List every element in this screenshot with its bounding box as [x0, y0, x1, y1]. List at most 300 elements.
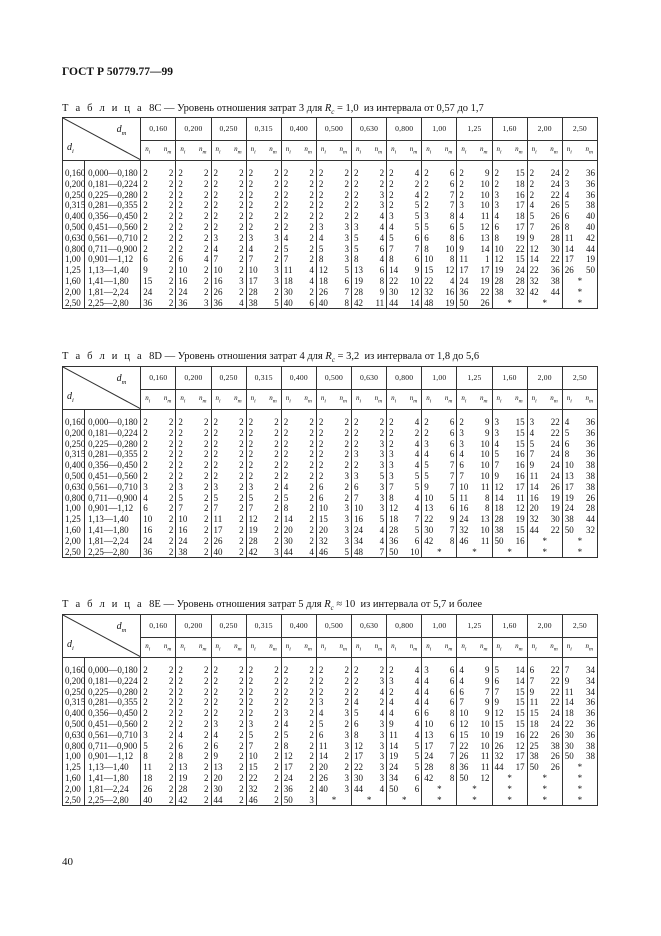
- table-cell: 38 15: [494, 524, 525, 535]
- table-cell: 2 9: [459, 168, 490, 178]
- table-cell: 2 2: [213, 427, 244, 438]
- table-cell: 6 22: [529, 665, 560, 675]
- table-cell: 2 2: [178, 178, 209, 189]
- table-cell: 3 16: [494, 189, 525, 200]
- column-subheader: $n_i$ $n_т$: [246, 637, 281, 657]
- table-cell: 2 2: [178, 449, 209, 460]
- d-value: 0,400: [65, 708, 86, 719]
- table-cell: 2 10: [459, 189, 490, 200]
- table-cell: 3 15: [494, 417, 525, 427]
- table-cell: 2 2: [283, 189, 314, 200]
- table-cell: 2 2: [389, 427, 420, 438]
- table-cell: 38 5: [248, 297, 279, 308]
- d-value: 0,315: [65, 697, 86, 708]
- table-cell: 32 38: [529, 275, 560, 286]
- table-cell: 2 24: [529, 168, 560, 178]
- table-cell: *: [331, 794, 337, 805]
- table-cell: 2 2: [248, 211, 279, 222]
- table-cell: *: [472, 546, 477, 557]
- table-cell: 4 6: [424, 686, 455, 697]
- range-value: 0,356—0,450: [88, 211, 138, 222]
- range-value: 0,000—0,180: [88, 168, 138, 178]
- corner-label-dt: $d_т$: [116, 124, 127, 137]
- column-subheader: $n_i$ $n_т$: [562, 637, 597, 657]
- table-cell: 32 2: [248, 783, 279, 794]
- table-cell: 2 2: [248, 460, 279, 471]
- table-cell: 11 8: [459, 492, 490, 503]
- table-cell: *: [577, 275, 583, 286]
- table-cell: 26 11: [459, 751, 490, 762]
- table-cell: 5 36: [564, 427, 595, 438]
- table-cell: 5 2: [178, 492, 209, 503]
- corner-cell: [63, 367, 141, 410]
- column-header: 0,400: [281, 367, 316, 390]
- table-cell: 6 2: [178, 740, 209, 751]
- table-cell: 2 2: [178, 718, 209, 729]
- table-cell: 7 24: [529, 449, 560, 460]
- table-cell: 44 4: [354, 783, 385, 794]
- table-cell: 2 2: [143, 200, 174, 211]
- table-cell: 5 7: [424, 460, 455, 471]
- d-value: 2,00: [65, 286, 81, 297]
- range-value: 0,225—0,280: [88, 189, 138, 200]
- table-cell: 16 3: [213, 275, 244, 286]
- column-subheader: $n_i$ $n_т$: [422, 140, 457, 160]
- table-cell: 2 2: [318, 449, 350, 460]
- table-cell: 3 4: [389, 460, 420, 471]
- table-cell: 2 2: [318, 427, 350, 438]
- table-cell: 2 2: [213, 200, 244, 211]
- range-value: 2,25—2,80: [88, 297, 129, 308]
- table-cell: 4 11: [459, 211, 490, 222]
- range-value: 1,81—2,24: [88, 535, 129, 546]
- table-cell: 2 2: [178, 460, 209, 471]
- d-value: 0,250: [65, 686, 86, 697]
- table-cell: 3 3: [248, 232, 279, 243]
- table-cell: 3 36: [564, 178, 595, 189]
- table-cell: 48 19: [424, 297, 455, 308]
- table-cell: 2 2: [213, 417, 244, 427]
- table-cell: 5 24: [529, 438, 560, 449]
- ranges-column: [85, 658, 141, 806]
- table-cell: 2 2: [213, 449, 244, 460]
- value-column: [422, 658, 457, 806]
- table-cell: 4 36: [564, 417, 595, 427]
- table-cell: 4 18: [494, 211, 525, 222]
- table-cell: 9 2: [213, 751, 244, 762]
- value-column: [492, 410, 527, 558]
- table-cell: 2 2: [143, 211, 174, 222]
- table-cell: 3 2: [248, 481, 279, 492]
- table-cell: 3 2: [213, 232, 244, 243]
- table-cell: 2 2: [178, 417, 209, 427]
- range-value: 0,451—0,560: [88, 221, 138, 232]
- d-value: 0,400: [65, 211, 86, 222]
- table-cell: 8 19: [494, 232, 525, 243]
- table-cell: 32 30: [529, 514, 560, 525]
- table-cell: 17 19: [564, 254, 595, 265]
- table-cell: 2 2: [178, 665, 209, 675]
- table-cell: 19 8: [354, 275, 385, 286]
- d-value: 0,630: [65, 729, 86, 740]
- table-cell: 42 2: [178, 794, 209, 805]
- table-cell: 30 2: [283, 286, 314, 297]
- column-header: 0,800: [387, 367, 422, 390]
- column-subheader: $n_i$ $n_т$: [352, 637, 387, 657]
- table-cell: 7 3: [354, 492, 385, 503]
- table-cell: 10 2: [178, 514, 209, 525]
- table-cell: 2 2: [213, 189, 244, 200]
- d-value: 2,00: [65, 535, 81, 546]
- table-cell: 26 50: [564, 265, 595, 276]
- table-cell: 9 28: [529, 232, 560, 243]
- table-cell: 2 2: [178, 675, 209, 686]
- table-cell: 42 8: [424, 772, 455, 783]
- table-cell: 28 2: [178, 783, 209, 794]
- table-cell: 6 40: [564, 211, 595, 222]
- table-cell: 15 3: [318, 514, 350, 525]
- table-cell: 2 2: [143, 449, 174, 460]
- table-cell: 6 13: [459, 232, 490, 243]
- table-cell: 7 7: [389, 243, 420, 254]
- range-value: 0,451—0,560: [88, 470, 138, 481]
- d-value: 1,60: [65, 275, 81, 286]
- table-cell: 26 2: [213, 286, 244, 297]
- range-value: 1,13—1,40: [88, 762, 129, 773]
- table-cell: 11 1: [459, 254, 490, 265]
- column-header: 2,00: [527, 367, 562, 390]
- ranges-column: [85, 161, 141, 309]
- table-cell: 24 2: [178, 535, 209, 546]
- table-caption-8c: Т а б л и ц а 8C — Уровень отношения затрат 3 для $R_c = 1,0$ из интервала от 0,57 до 1,7: [62, 103, 484, 117]
- table-cell: 2 2: [283, 675, 314, 686]
- table-cell: *: [507, 772, 512, 783]
- table-cell: 13 38: [564, 470, 595, 481]
- table-cell: 2 2: [143, 697, 174, 708]
- table-cell: 2 2: [143, 686, 174, 697]
- table-cell: 2 3: [354, 675, 385, 686]
- range-value: 0,711—0,900: [88, 740, 138, 751]
- table-cell: 2 2: [213, 675, 244, 686]
- value-column: [492, 161, 527, 309]
- table-cell: 2 4: [389, 417, 420, 427]
- table-cell: 2 9: [459, 417, 490, 427]
- table-cell: 22 10: [459, 740, 490, 751]
- value-column: [387, 410, 422, 558]
- table-cell: 3 15: [494, 427, 525, 438]
- column-header: 1,25: [457, 118, 492, 141]
- table-cell: 44 17: [494, 762, 525, 773]
- table-cell: 26 7: [318, 286, 350, 297]
- value-column: [246, 658, 281, 806]
- table-cell: 3 3: [318, 221, 350, 232]
- table-cell: 2 2: [318, 438, 350, 449]
- header-row: [63, 118, 598, 141]
- table-cell: 15 2: [248, 762, 279, 773]
- table-cell: 36 6: [389, 535, 420, 546]
- table-cell: 7 26: [529, 221, 560, 232]
- range-value: 1,81—2,24: [88, 286, 129, 297]
- range-value: 1,41—1,80: [88, 524, 129, 535]
- range-value: 0,000—0,180: [88, 417, 138, 427]
- column-header: 1,60: [492, 367, 527, 390]
- table-cell: 4 6: [424, 449, 455, 460]
- table-cell: *: [542, 772, 547, 783]
- table-cell: 5 2: [213, 492, 244, 503]
- d-values-column: [63, 410, 85, 558]
- table-cell: 17 2: [213, 524, 244, 535]
- table-cell: 2 2: [354, 417, 385, 427]
- d-value: 0,200: [65, 675, 86, 686]
- column-subheader: $n_i$ $n_т$: [562, 140, 597, 160]
- table-cell: 26 12: [494, 740, 525, 751]
- d-value: 1,25: [65, 514, 81, 525]
- table-cell: 48 7: [354, 546, 385, 557]
- table-cell: 3 4: [389, 675, 420, 686]
- table-cell: 9 24: [529, 460, 560, 471]
- table-body-row: [63, 161, 598, 309]
- table-cell: 4 2: [283, 718, 314, 729]
- column-header: 0,160: [141, 615, 176, 638]
- table-cell: 2 2: [283, 417, 314, 427]
- table-cell: 7 2: [248, 254, 279, 265]
- range-value: 1,81—2,24: [88, 783, 129, 794]
- range-value: 1,13—1,40: [88, 514, 129, 525]
- table-cell: 13 2: [213, 762, 244, 773]
- value-column: [527, 658, 562, 806]
- table-cell: 26 2: [213, 535, 244, 546]
- corner-label-di: $d_i$: [67, 391, 74, 404]
- d-values-column: [63, 658, 85, 806]
- table-cell: 50 6: [389, 783, 420, 794]
- table-cell: 2 2: [283, 438, 314, 449]
- table-cell: 2 5: [389, 200, 420, 211]
- value-column: [352, 410, 387, 558]
- table-cell: 2 2: [283, 460, 314, 471]
- table-cell: 12 5: [318, 265, 350, 276]
- value-column: [387, 161, 422, 309]
- table-cell: 5 6: [389, 232, 420, 243]
- table-cell: 3 6: [424, 438, 455, 449]
- range-value: 0,901—1,12: [88, 254, 134, 265]
- corner-label-dt: $d_т$: [116, 621, 127, 634]
- column-subheader: $n_i$ $n_т$: [176, 140, 211, 160]
- table-cell: 2 2: [213, 460, 244, 471]
- table-cell: 32 3: [318, 535, 350, 546]
- table-cell: *: [577, 535, 583, 546]
- table-cell: 44 14: [389, 297, 420, 308]
- d-value: 0,315: [65, 200, 86, 211]
- table-cell: 2 4: [354, 211, 385, 222]
- d-value: 1,00: [65, 503, 81, 514]
- table-cell: 10 11: [459, 481, 490, 492]
- table-cell: 10 5: [424, 492, 455, 503]
- table-cell: 44 2: [213, 794, 244, 805]
- d-value: 0,160: [65, 168, 86, 178]
- table-cell: 9 34: [564, 675, 595, 686]
- table-cell: 50 3: [283, 794, 314, 805]
- d-value: 2,50: [65, 794, 81, 805]
- table-cell: 11 4: [389, 729, 420, 740]
- value-column: [141, 658, 176, 806]
- table-cell: *: [577, 783, 583, 794]
- column-header: 0,250: [211, 118, 246, 141]
- d-value: 0,630: [65, 481, 86, 492]
- table-cell: *: [577, 762, 583, 773]
- table-cell: 6 17: [494, 221, 525, 232]
- column-header: 0,500: [316, 118, 351, 141]
- table-cell: 2 2: [318, 675, 350, 686]
- value-column: [352, 658, 387, 806]
- table-cell: 4 9: [459, 675, 490, 686]
- table-cell: 30 2: [283, 535, 314, 546]
- column-header: 1,00: [422, 615, 457, 638]
- table-cell: 12 2: [248, 514, 279, 525]
- corner-diagonal: [63, 367, 140, 409]
- range-value: 1,41—1,80: [88, 772, 129, 783]
- table-cell: 3 4: [389, 449, 420, 460]
- column-header: 0,500: [316, 615, 351, 638]
- table-cell: 20 2: [318, 762, 350, 773]
- table-cell: 2 2: [248, 189, 279, 200]
- table-cell: *: [542, 794, 547, 805]
- column-subheader: $n_i$ $n_т$: [492, 389, 527, 409]
- table-cell: 9 15: [494, 697, 525, 708]
- table-cell: 8 6: [389, 254, 420, 265]
- column-subheader: $n_i$ $n_т$: [457, 637, 492, 657]
- column-header: 0,200: [176, 615, 211, 638]
- column-subheader: $n_i$ $n_т$: [316, 140, 351, 160]
- value-column: [141, 410, 176, 558]
- table-cell: 2 2: [143, 675, 174, 686]
- range-value: 0,356—0,450: [88, 460, 138, 471]
- table-cell: *: [577, 772, 583, 783]
- table-cell: 11 22: [529, 697, 560, 708]
- table-cell: 10 2: [248, 751, 279, 762]
- table-cell: 5 38: [564, 200, 595, 211]
- column-subheader: $n_i$ $n_т$: [176, 637, 211, 657]
- table-cell: 50 38: [564, 751, 595, 762]
- table-cell: 2 2: [213, 178, 244, 189]
- value-column: [211, 410, 246, 558]
- column-subheader: $n_i$ $n_т$: [211, 140, 246, 160]
- table-cell: 42 3: [248, 546, 279, 557]
- value-column: [176, 658, 211, 806]
- table-cell: 2 2: [143, 232, 174, 243]
- value-column: [562, 658, 597, 806]
- d-value: 2,50: [65, 546, 81, 557]
- column-header: 1,00: [422, 367, 457, 390]
- table-cell: 11 42: [564, 232, 595, 243]
- table-cell: 6 8: [424, 232, 455, 243]
- column-subheader: $n_i$ $n_т$: [527, 637, 562, 657]
- table-cell: 5 2: [248, 492, 279, 503]
- table-cell: 24 2: [143, 286, 174, 297]
- table-cell: 16 19: [529, 492, 560, 503]
- table-cell: 2 18: [494, 178, 525, 189]
- column-header: 0,800: [387, 118, 422, 141]
- table-cell: 3 10: [459, 438, 490, 449]
- d-value: 0,500: [65, 221, 86, 232]
- table-cell: 2 2: [248, 708, 279, 719]
- table-cell: 30 36: [564, 729, 595, 740]
- column-subheader: $n_i$ $n_т$: [316, 389, 351, 409]
- range-value: 1,41—1,80: [88, 275, 129, 286]
- table-cell: 7 5: [389, 481, 420, 492]
- table-cell: 17 17: [459, 265, 490, 276]
- table-cell: *: [507, 794, 512, 805]
- table-cell: 28 28: [494, 275, 525, 286]
- table-cell: *: [472, 794, 477, 805]
- table-cell: 5 4: [354, 232, 385, 243]
- column-subheader: $n_i$ $n_т$: [141, 637, 176, 657]
- table-cell: 2 2: [248, 417, 279, 427]
- table-cell: 50 26: [529, 762, 560, 773]
- d-value: 0,800: [65, 492, 86, 503]
- table-cell: 18 24: [529, 718, 560, 729]
- table-cell: 5 2: [283, 729, 314, 740]
- value-column: [457, 658, 492, 806]
- table-cell: 7 10: [459, 470, 490, 481]
- column-header: 2,50: [562, 615, 597, 638]
- table-cell: 2 2: [213, 168, 244, 178]
- column-subheader: $n_i$ $n_т$: [527, 389, 562, 409]
- table-cell: 5 3: [318, 243, 350, 254]
- table-cell: 11 34: [564, 686, 595, 697]
- table-cell: 2 2: [318, 178, 350, 189]
- column-header: 1,60: [492, 615, 527, 638]
- table-cell: 30 38: [564, 740, 595, 751]
- table-cell: 2 2: [248, 449, 279, 460]
- table-cell: 46 2: [248, 794, 279, 805]
- table-cell: 24 2: [143, 535, 174, 546]
- table-cell: 5 2: [318, 718, 350, 729]
- table-cell: 4 3: [318, 708, 350, 719]
- table-cell: 8 3: [354, 729, 385, 740]
- column-subheader: $n_i$ $n_т$: [422, 389, 457, 409]
- table-cell: *: [472, 783, 477, 794]
- table-cell: 2 2: [318, 168, 350, 178]
- table-cell: 5 2: [283, 243, 314, 254]
- corner-label-di: $d_i$: [67, 639, 74, 652]
- table-cell: 10 2: [178, 265, 209, 276]
- table-cell: 2 2: [354, 168, 385, 178]
- column-header: 0,315: [246, 118, 281, 141]
- table-cell: 2 2: [283, 686, 314, 697]
- table-cell: 7 2: [213, 503, 244, 514]
- table-cell: 18 6: [318, 275, 350, 286]
- table-cell: 11 24: [529, 470, 560, 481]
- d-value: 1,25: [65, 265, 81, 276]
- table-cell: 2 2: [178, 427, 209, 438]
- table-cell: 36 22: [459, 286, 490, 297]
- table-cell: 15 15: [494, 718, 525, 729]
- table-cell: 22 36: [529, 265, 560, 276]
- value-column: [422, 161, 457, 309]
- table-cell: 3 10: [459, 200, 490, 211]
- range-value: 0,181—0,224: [88, 178, 138, 189]
- table-cell: 2 2: [143, 718, 174, 729]
- column-subheader: $n_i$ $n_т$: [316, 637, 351, 657]
- value-column: [562, 410, 597, 558]
- table-cell: 3 5: [389, 470, 420, 481]
- table-cell: 22 36: [564, 718, 595, 729]
- table-cell: 4 2: [283, 481, 314, 492]
- table-cell: 8 2: [143, 751, 174, 762]
- table-cell: 10 3: [354, 503, 385, 514]
- table-cell: 8 40: [564, 221, 595, 232]
- table-cell: 4 22: [529, 427, 560, 438]
